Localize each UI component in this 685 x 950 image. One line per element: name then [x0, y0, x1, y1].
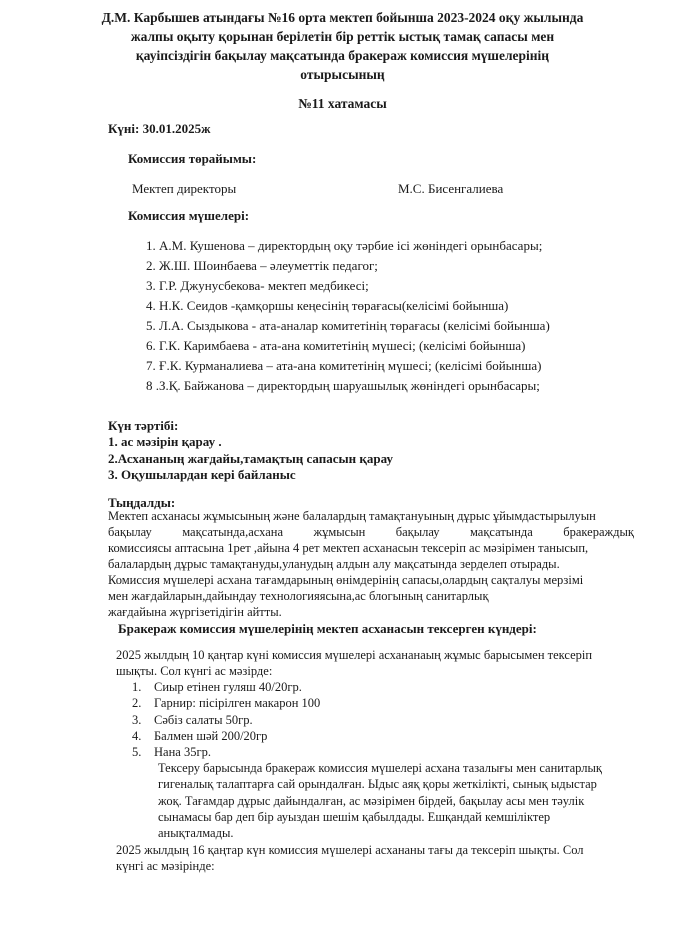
inspection-heading: Бракераж комиссия мүшелерінің мектеп асханасын тексерген күндері: [118, 621, 537, 636]
agenda-item: 2.Асхананың жағдайы,тамақтың сапасын қарау [108, 451, 393, 466]
result-line: анықталмады. [158, 826, 234, 840]
listened-line: жағдайына жүргізетідігін айтты. [108, 605, 282, 619]
result-line: гигеналық талаптарға сай орындалған. Ыдыс аяқ қоры жеткілікті, сынық ыдыстар [158, 777, 597, 791]
member-item: 8 .З.Қ. Байжанова – директордың шаруашылық жөніндегі орынбасары; [146, 378, 540, 393]
result-line: Тексеру барысында бракераж комиссия мүшелері асхана тазалығы мен санитарлық [158, 761, 602, 775]
listened-line: балалардың дұрыс тамақтануды,уланудың алдын алу мақсатында зерделеп отырады. [108, 557, 560, 571]
member-item: 4. Н.К. Сеидов -қамқоршы кеңесінің төрағасы(келісімі бойынша) [146, 298, 509, 313]
date-line: Күні: 30.01.2025ж [108, 121, 211, 136]
member-item: 5. Л.А. Сыздыкова - ата-аналар комитетінің төрағасы (келісімі бойынша) [146, 318, 550, 333]
listened-heading: Тыңдалды: [108, 495, 176, 510]
result-line: сынамасы бар деп бір ауыздан шешім қабылдады. Ешқандай кемшіліктер [158, 810, 551, 824]
visit-line: күнгі ас мәзірінде: [116, 859, 215, 873]
members-heading: Комиссия мүшелері: [128, 208, 250, 223]
listened-line: мен жағдайларын,дайындау технологияясына,ас блогының санитарлық [108, 589, 489, 603]
visit-line: 2025 жылдың 10 қаңтар күні комиссия мүшелері асхананаың жұмыс барысымен тексеріп [116, 648, 593, 662]
menu-item: 1. Сиыр етінен гуляш 40/20гр. [132, 680, 302, 694]
listened-line: Комиссия мүшелері асхана тағамдарының өнімдерінің сапасы,олардың сақталуы мерзімі [108, 573, 584, 587]
menu-item: 5. Нана 35гр. [132, 745, 211, 759]
agenda-item: 1. ас мәзірін қарау . [108, 434, 222, 449]
result-line: жоқ. Тағамдар дұрыс дайындалған, ас мәзірімен бірдей, бақылау асы мен тәулік [158, 794, 585, 808]
agenda-item: 3. Оқушылардан кері байланыс [108, 467, 296, 482]
title-line-4: отырысының [300, 67, 385, 82]
chair-heading: Комиссия төрайымы: [128, 151, 257, 166]
listened-line: бақылау мақсатында,асхана жұмысын бақылау мақсатында бракераждық [108, 525, 634, 539]
chair-role: Мектеп директоры [132, 181, 237, 196]
agenda-heading: Күн тәртібі: [108, 418, 179, 433]
title-line-1: Д.М. Карбышев атындағы №16 орта мектеп бойынша 2023-2024 оқу жылында [101, 10, 584, 25]
member-item: 7. Ғ.К. Курманалиева – ата-ана комитетінің мүшесі; (келісімі бойынша) [146, 358, 542, 373]
visit-line: шықты. Сол күнгі ас мәзірде: [116, 664, 273, 678]
title-line-3: қауіпсіздігін бақылау мақсатында бракераж комиссия мүшелерінің [135, 48, 550, 63]
member-item: 6. Г.К. Каримбаева - ата-ана комитетінің мүшесі; (келісімі бойынша) [146, 338, 526, 353]
menu-item: 2. Гарнир: пісірілген макарон 100 [132, 696, 321, 710]
listened-line: комиссиясы аптасына 1рет ,айына 4 рет мектеп асханасын тексеріп ас мәзірімен танысып, [108, 541, 589, 555]
menu-item: 3. Сәбіз салаты 50гр. [132, 713, 253, 727]
member-item: 3. Г.Р. Джунусбекова- мектеп медбикесі; [146, 278, 369, 293]
menu-item: 4. Балмен шәй 200/20гр [132, 729, 268, 743]
listened-line: Мектеп асханасы жұмысының және балалардың тамақтануының дұрыс ұйымдастырылуын [108, 509, 596, 523]
title-line-2: жалпы оқыту қорынан берілетін бір реттік ыстық тамақ сапасы мен [130, 29, 555, 44]
visit-line: 2025 жылдың 16 қаңтар күн комиссия мүшелері асхананы тағы да тексеріп шықты. Сол [116, 843, 584, 857]
member-item: 1. А.М. Кушенова – директордың оқу тәрбие ісі жөніндегі орынбасары; [146, 238, 543, 253]
member-item: 2. Ж.Ш. Шоинбаева – әлеуметтік педагог; [146, 258, 378, 273]
chair-name: М.С. Бисенгалиева [398, 181, 504, 196]
protocol-number: №11 хатамасы [298, 96, 387, 111]
